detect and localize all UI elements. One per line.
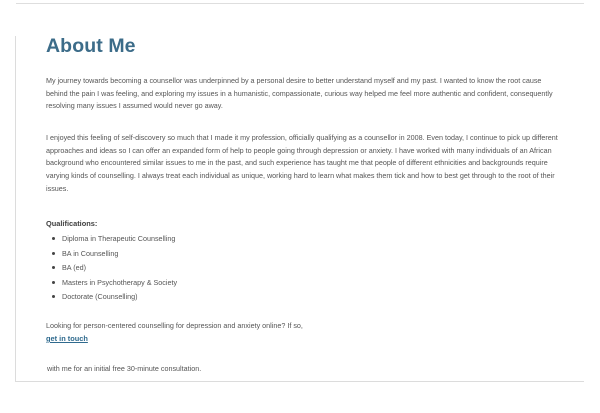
qualification-label: Doctorate (Counselling)	[62, 292, 138, 301]
top-divider	[16, 3, 584, 4]
qualification-item	[50, 262, 177, 277]
qualification-item	[50, 233, 177, 248]
about-paragraph-1: My journey towards becoming a counsellor was underpinned by a personal desire to better understand myself and my past. I wanted to know the root cause behind the pain I was feeling, and exploring my issues in a humanistic, compassionate, curious way helped me feel more authentic and confident, consequently resolving many issues I assumed would never go away.	[46, 76, 553, 111]
bullet-icon	[52, 237, 55, 240]
qualifications-heading: Qualifications:	[46, 219, 98, 228]
qualifications-list	[50, 233, 177, 306]
qualification-label: BA (ed)	[62, 263, 86, 272]
cta-tail-text: with me for an initial free 30-minute consultation.	[47, 364, 202, 373]
get-in-touch-link[interactable]: get in touch	[46, 334, 88, 343]
bullet-icon	[52, 252, 55, 255]
qualification-item	[50, 248, 177, 263]
qualification-label: Diploma in Therapeutic Counselling	[62, 234, 176, 243]
page-title: About Me	[46, 35, 136, 57]
qualification-item	[50, 291, 177, 306]
qualification-label: BA in Counselling	[62, 248, 119, 258]
qualification-label: Masters in Psychotherapy & Society	[62, 277, 178, 287]
bullet-icon	[52, 266, 55, 269]
about-paragraph-2: I enjoyed this feeling of self-discovery so much that I made it my profession, officially qualifying as a counsellor in 2008. Even today, I continue to pick up different approaches and ideas so I can offer an expanded form of help to people going through depression or anxiety. I have worked with many individuals of an African background who encountered similar issues to me in the past, and such experience has taught me that people of different ethnicities and backgrounds require varying kinds of counselling. I always treat each individual as unique, working hard to learn what makes them tick and how to best get through to the root of their issues.	[46, 133, 558, 193]
bullet-icon	[52, 295, 55, 298]
qualification-item	[50, 277, 177, 292]
cta-lead-text: Looking for person-centered counselling for depression and anxiety online? If so,	[46, 321, 303, 330]
bullet-icon	[52, 281, 55, 284]
